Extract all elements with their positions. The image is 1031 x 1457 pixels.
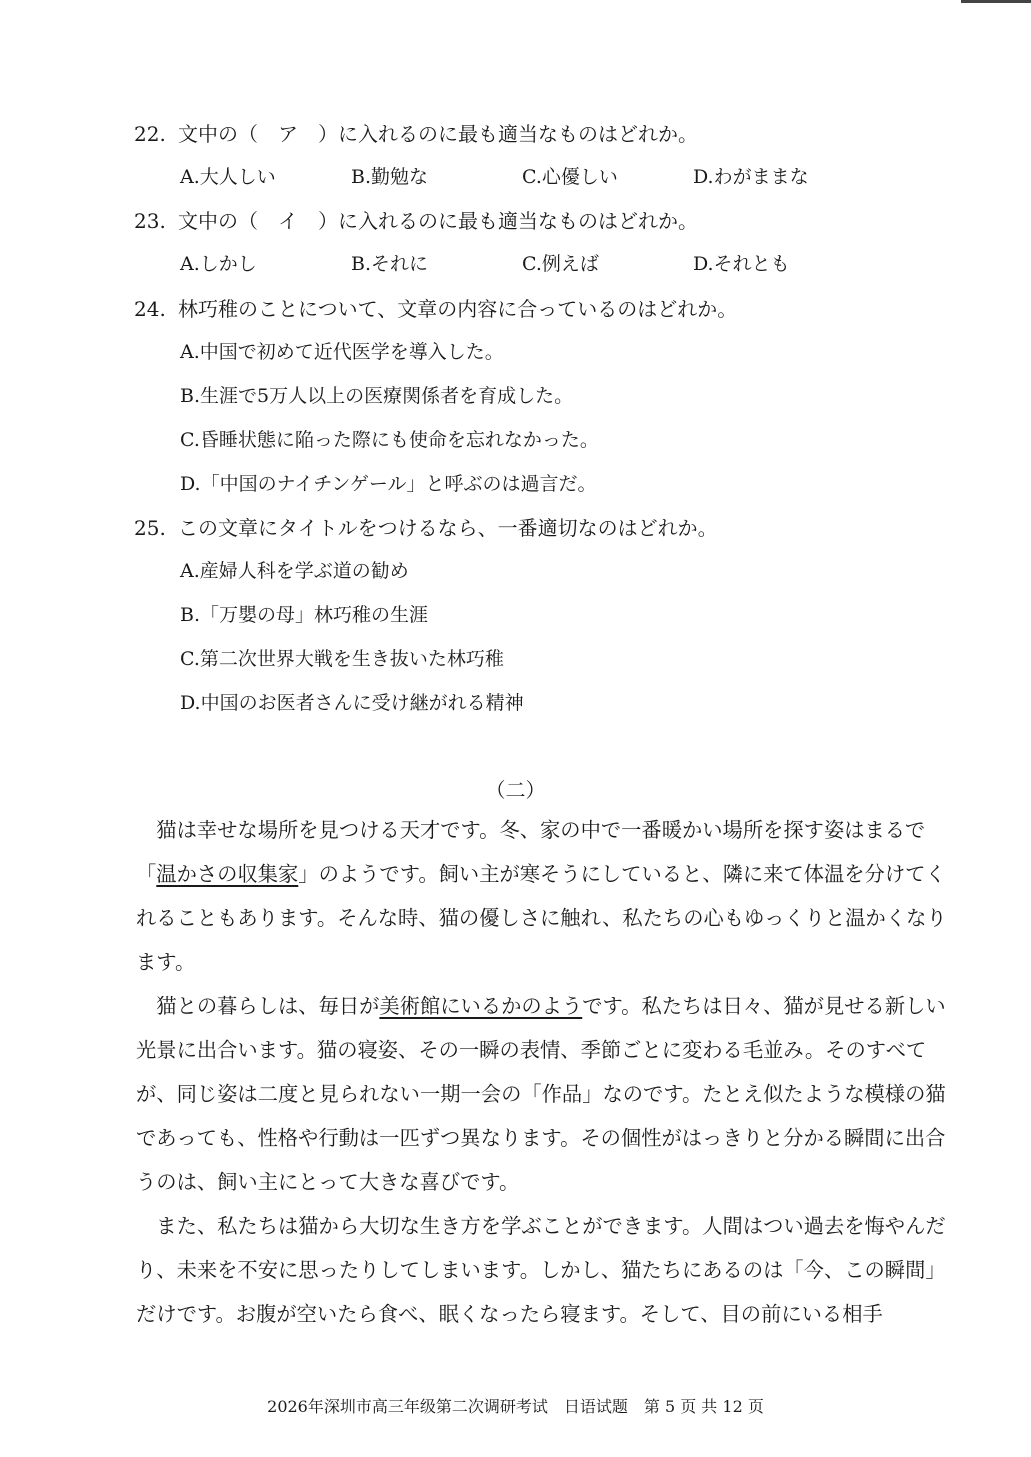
paragraph-2 <box>136 984 958 1204</box>
question-text: 文中の（ ア ）に入れるのに最も適当なものはどれか。 <box>178 122 698 146</box>
question-number: 24. <box>134 297 166 321</box>
question-text: 文中の（ イ ）に入れるのに最も適当なものはどれか。 <box>178 209 698 233</box>
paragraph-text: 猫との暮らしは、毎日が <box>156 994 380 1018</box>
underlined-phrase: 美術館にいるかのよう <box>379 994 583 1018</box>
option-a[interactable]: A.産婦人科を学ぶ道の勧め <box>180 560 409 582</box>
paragraph-3: また、私たちは猫から大切な生き方を学ぶことができます。人間はつい過去を悔やんだり、未来を不安に思ったりしてしまいます。しかし、猫たちにあるのは「今、この瞬間」だけです。お腹が空いたら食べ、眠くなったら寝ます。そして、目の前にいる相手 <box>136 1214 946 1326</box>
question-25 <box>134 512 718 541</box>
option-c[interactable]: C.昏睡状態に陥った際にも使命を忘れなかった。 <box>180 429 599 451</box>
underlined-phrase: 温かさの収集家 <box>156 862 299 886</box>
option-b[interactable]: B.「万嬰の母」林巧稚の生涯 <box>180 604 429 626</box>
question-text: 林巧稚のことについて、文章の内容に合っているのはどれか。 <box>178 297 738 321</box>
scan-corner-mark <box>961 0 1031 9</box>
question-22 <box>134 118 698 147</box>
page-footer: 2026年深圳市高三年级第二次调研考试 日语试题 第 5 页 共 12 页 <box>267 1397 764 1416</box>
paragraph-text: 猫は幸せな場所を見つける天才です。冬、家の中で一番暖かい場所を探す姿はまるで「 <box>136 818 926 886</box>
paragraph-text: 」のようです。飼い主が寒そうにしていると、隣に来て体温を分けてくれることもあります。そんな時、猫の優しさに触れ、私たちの心もゆっくりと温かくなります。 <box>136 862 947 974</box>
question-number: 22. <box>134 122 166 146</box>
question-text: この文章にタイトルをつけるなら、一番適切なのはどれか。 <box>178 516 718 540</box>
question-24 <box>134 293 737 322</box>
paragraph-1 <box>136 808 958 984</box>
option-c[interactable]: C.第二次世界大戦を生き抜いた林巧稚 <box>180 648 504 670</box>
option-a[interactable]: A.大人しい <box>180 166 276 188</box>
option-d[interactable]: D.わがままな <box>693 166 809 188</box>
option-d[interactable]: D.それとも <box>693 253 790 275</box>
question-23 <box>134 205 698 234</box>
question-23-options <box>180 249 864 276</box>
option-b[interactable]: B.それに <box>351 253 429 275</box>
option-b[interactable]: B.生涯で5万人以上の医療関係者を育成した。 <box>180 385 574 407</box>
option-d[interactable]: D.「中国のナイチンゲール」と呼ぶのは過言だ。 <box>180 473 597 495</box>
option-b[interactable]: B.勤勉な <box>351 166 429 188</box>
option-d[interactable]: D.中国のお医者さんに受け継がれる精神 <box>180 692 524 714</box>
question-22-options <box>180 162 864 189</box>
paragraph-text: です。私たちは日々、猫が見せる新しい光景に出合います。猫の寝姿、その一瞬の表情、季節ごとに変わる毛並み。そのすべてが、同じ姿は二度と見られない一期一会の「作品」なのです。たとえ似たような模様の猫であっても、性格や行動は一匹ずつ異なります。その個性がはっきりと分かる瞬間に出合うのは、飼い主にとって大きな喜びです。 <box>136 994 946 1194</box>
option-c[interactable]: C.心優しい <box>522 166 618 188</box>
question-number: 25. <box>134 516 166 540</box>
option-c[interactable]: C.例えば <box>522 253 599 275</box>
reading-passage <box>136 808 958 1336</box>
question-number: 23. <box>134 209 166 233</box>
section-title: （二） <box>485 778 546 802</box>
option-a[interactable]: A.中国で初めて近代医学を導入した。 <box>180 341 504 363</box>
option-a[interactable]: A.しかし <box>180 253 257 275</box>
